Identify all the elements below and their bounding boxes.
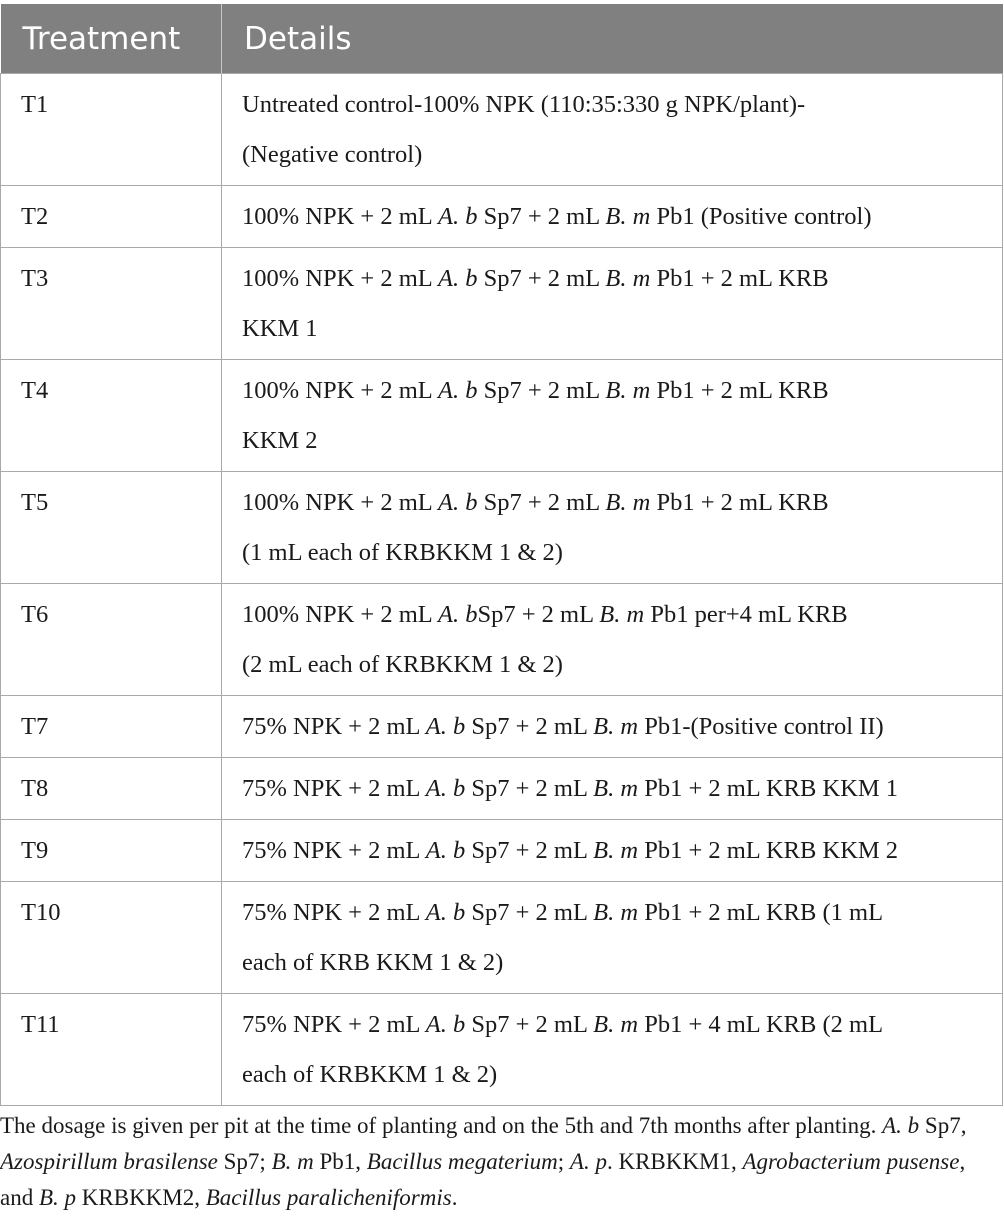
treatment-details <box>222 248 1003 360</box>
text-segment: KKM 1 <box>242 315 318 342</box>
treatment-details <box>222 584 1003 696</box>
text-segment: 75% NPK + 2 mL <box>242 775 426 802</box>
italic-abbrev: B. m <box>605 489 651 516</box>
text-segment: Pb1 + 2 mL KRB KKM 2 <box>638 837 899 864</box>
table-row <box>1 360 1003 472</box>
italic-abbrev: A. b <box>437 601 478 628</box>
treatment-id: T5 <box>1 472 222 584</box>
text-segment: , and <box>0 1149 966 1210</box>
table-row <box>1 584 1003 696</box>
italic-abbrev: B. m <box>271 1149 314 1174</box>
text-segment: KKM 2 <box>242 427 318 454</box>
text-segment: Pb1 per+4 mL KRB <box>644 601 848 628</box>
table-row <box>1 994 1003 1106</box>
italic-abbrev: A. b <box>437 489 478 516</box>
text-segment: 100% NPK + 2 mL <box>242 377 438 404</box>
text-segment: . <box>451 1185 458 1210</box>
text-segment: Pb1-(Positive control II) <box>638 713 884 740</box>
text-segment: Sp7 + 2 mL <box>477 203 606 230</box>
treatment-details <box>222 360 1003 472</box>
treatment-id: T4 <box>1 360 222 472</box>
italic-abbrev: A. b <box>425 837 466 864</box>
text-segment: Pb1 + 2 mL KRB <box>650 489 829 516</box>
treatment-id: T8 <box>1 758 222 820</box>
text-segment: 75% NPK + 2 mL <box>242 899 426 926</box>
treatment-id: T3 <box>1 248 222 360</box>
text-segment: 75% NPK + 2 mL <box>242 713 426 740</box>
italic-abbrev: A. b <box>437 203 478 230</box>
text-segment: ; <box>557 1149 570 1174</box>
header-treatment: Treatment <box>1 4 222 74</box>
text-segment: Pb1 (Positive control) <box>650 203 872 230</box>
text-segment: Sp7 + 2 mL <box>465 1011 594 1038</box>
treatment-id: T7 <box>1 696 222 758</box>
italic-abbrev: A. b <box>437 377 478 404</box>
text-segment: KRBKKM2, <box>76 1185 206 1210</box>
italic-abbrev: B. m <box>605 265 651 292</box>
italic-abbrev: A. p <box>569 1149 607 1174</box>
treatment-details <box>222 882 1003 994</box>
italic-abbrev: B. m <box>593 899 639 926</box>
treatment-details <box>222 820 1003 882</box>
treatment-details <box>222 186 1003 248</box>
italic-abbrev: A. b <box>425 1011 466 1038</box>
italic-abbrev: B. m <box>605 377 651 404</box>
text-segment: (1 mL each of KRBKKM 1 & 2) <box>242 539 563 566</box>
treatment-details <box>222 74 1003 186</box>
treatment-id: T11 <box>1 994 222 1106</box>
text-segment: Sp7 + 2 mL <box>465 899 594 926</box>
text-segment: Sp7 + 2 mL <box>477 601 600 628</box>
text-segment: Sp7 + 2 mL <box>477 489 606 516</box>
italic-abbrev: B. m <box>593 1011 639 1038</box>
italic-abbrev: Bacillus paralicheniformis <box>205 1185 452 1210</box>
table-row <box>1 758 1003 820</box>
italic-abbrev: A. b <box>425 775 466 802</box>
italic-abbrev: B. m <box>593 775 639 802</box>
italic-abbrev: A. b <box>425 713 466 740</box>
text-segment: Sp7 + 2 mL <box>465 713 594 740</box>
text-segment: Sp7 + 2 mL <box>477 377 606 404</box>
table-row <box>1 820 1003 882</box>
text-segment: Pb1 + 2 mL KRB KKM 1 <box>638 775 899 802</box>
treatment-details <box>222 994 1003 1106</box>
header-details: Details <box>222 4 1003 74</box>
treatment-details <box>222 472 1003 584</box>
italic-abbrev: Azospirillum brasilense <box>0 1149 218 1174</box>
text-segment: Sp7 + 2 mL <box>477 265 606 292</box>
italic-abbrev: A. b <box>882 1113 920 1138</box>
treatments-table <box>0 4 1003 1106</box>
text-segment: 100% NPK + 2 mL <box>242 601 438 628</box>
treatment-id: T6 <box>1 584 222 696</box>
text-segment: Sp7 + 2 mL <box>465 775 594 802</box>
text-segment: Sp7; <box>217 1149 272 1174</box>
text-segment: Pb1, <box>313 1149 367 1174</box>
text-segment: each of KRB KKM 1 & 2) <box>242 949 504 976</box>
table-footnote <box>0 1108 1000 1216</box>
table-row <box>1 696 1003 758</box>
text-segment: (2 mL each of KRBKKM 1 & 2) <box>242 651 563 678</box>
treatment-details <box>222 696 1003 758</box>
italic-abbrev: B. m <box>593 837 639 864</box>
italic-abbrev: B. p <box>38 1185 77 1210</box>
table-row <box>1 74 1003 186</box>
treatment-details <box>222 758 1003 820</box>
text-segment: The dosage is given per pit at the time of planting and on the 5th and 7th months after planting. <box>0 1113 883 1138</box>
text-segment: Pb1 + 2 mL KRB <box>650 377 829 404</box>
italic-abbrev: B. m <box>605 203 651 230</box>
italic-abbrev: Agrobacterium pusense <box>742 1149 960 1174</box>
text-segment: Pb1 + 4 mL KRB (2 mL <box>638 1011 884 1038</box>
text-segment: 100% NPK + 2 mL <box>242 265 438 292</box>
text-segment: Sp7, <box>919 1113 967 1138</box>
table-row <box>1 186 1003 248</box>
text-segment: Pb1 + 2 mL KRB <box>650 265 829 292</box>
italic-abbrev: A. b <box>425 899 466 926</box>
treatment-id: T9 <box>1 820 222 882</box>
text-segment: Pb1 + 2 mL KRB (1 mL <box>638 899 884 926</box>
text-segment: 75% NPK + 2 mL <box>242 1011 426 1038</box>
italic-abbrev: Bacillus megaterium <box>366 1149 558 1174</box>
text-segment: 100% NPK + 2 mL <box>242 203 438 230</box>
table-row <box>1 248 1003 360</box>
text-segment: each of KRBKKM 1 & 2) <box>242 1061 498 1088</box>
italic-abbrev: B. m <box>593 713 639 740</box>
text-segment: (Negative control) <box>242 141 423 168</box>
treatment-id: T10 <box>1 882 222 994</box>
italic-abbrev: B. m <box>599 601 645 628</box>
table-row <box>1 472 1003 584</box>
text-segment: Sp7 + 2 mL <box>465 837 594 864</box>
text-segment: Untreated control-100% NPK (110:35:330 g NPK/plant)- <box>242 91 806 118</box>
table-header-row <box>1 4 1003 74</box>
table-row <box>1 882 1003 994</box>
treatment-id: T2 <box>1 186 222 248</box>
text-segment: 75% NPK + 2 mL <box>242 837 426 864</box>
text-segment: 100% NPK + 2 mL <box>242 489 438 516</box>
text-segment: . KRBKKM1, <box>606 1149 743 1174</box>
table-body <box>1 74 1003 1106</box>
italic-abbrev: A. b <box>437 265 478 292</box>
treatment-id: T1 <box>1 74 222 186</box>
